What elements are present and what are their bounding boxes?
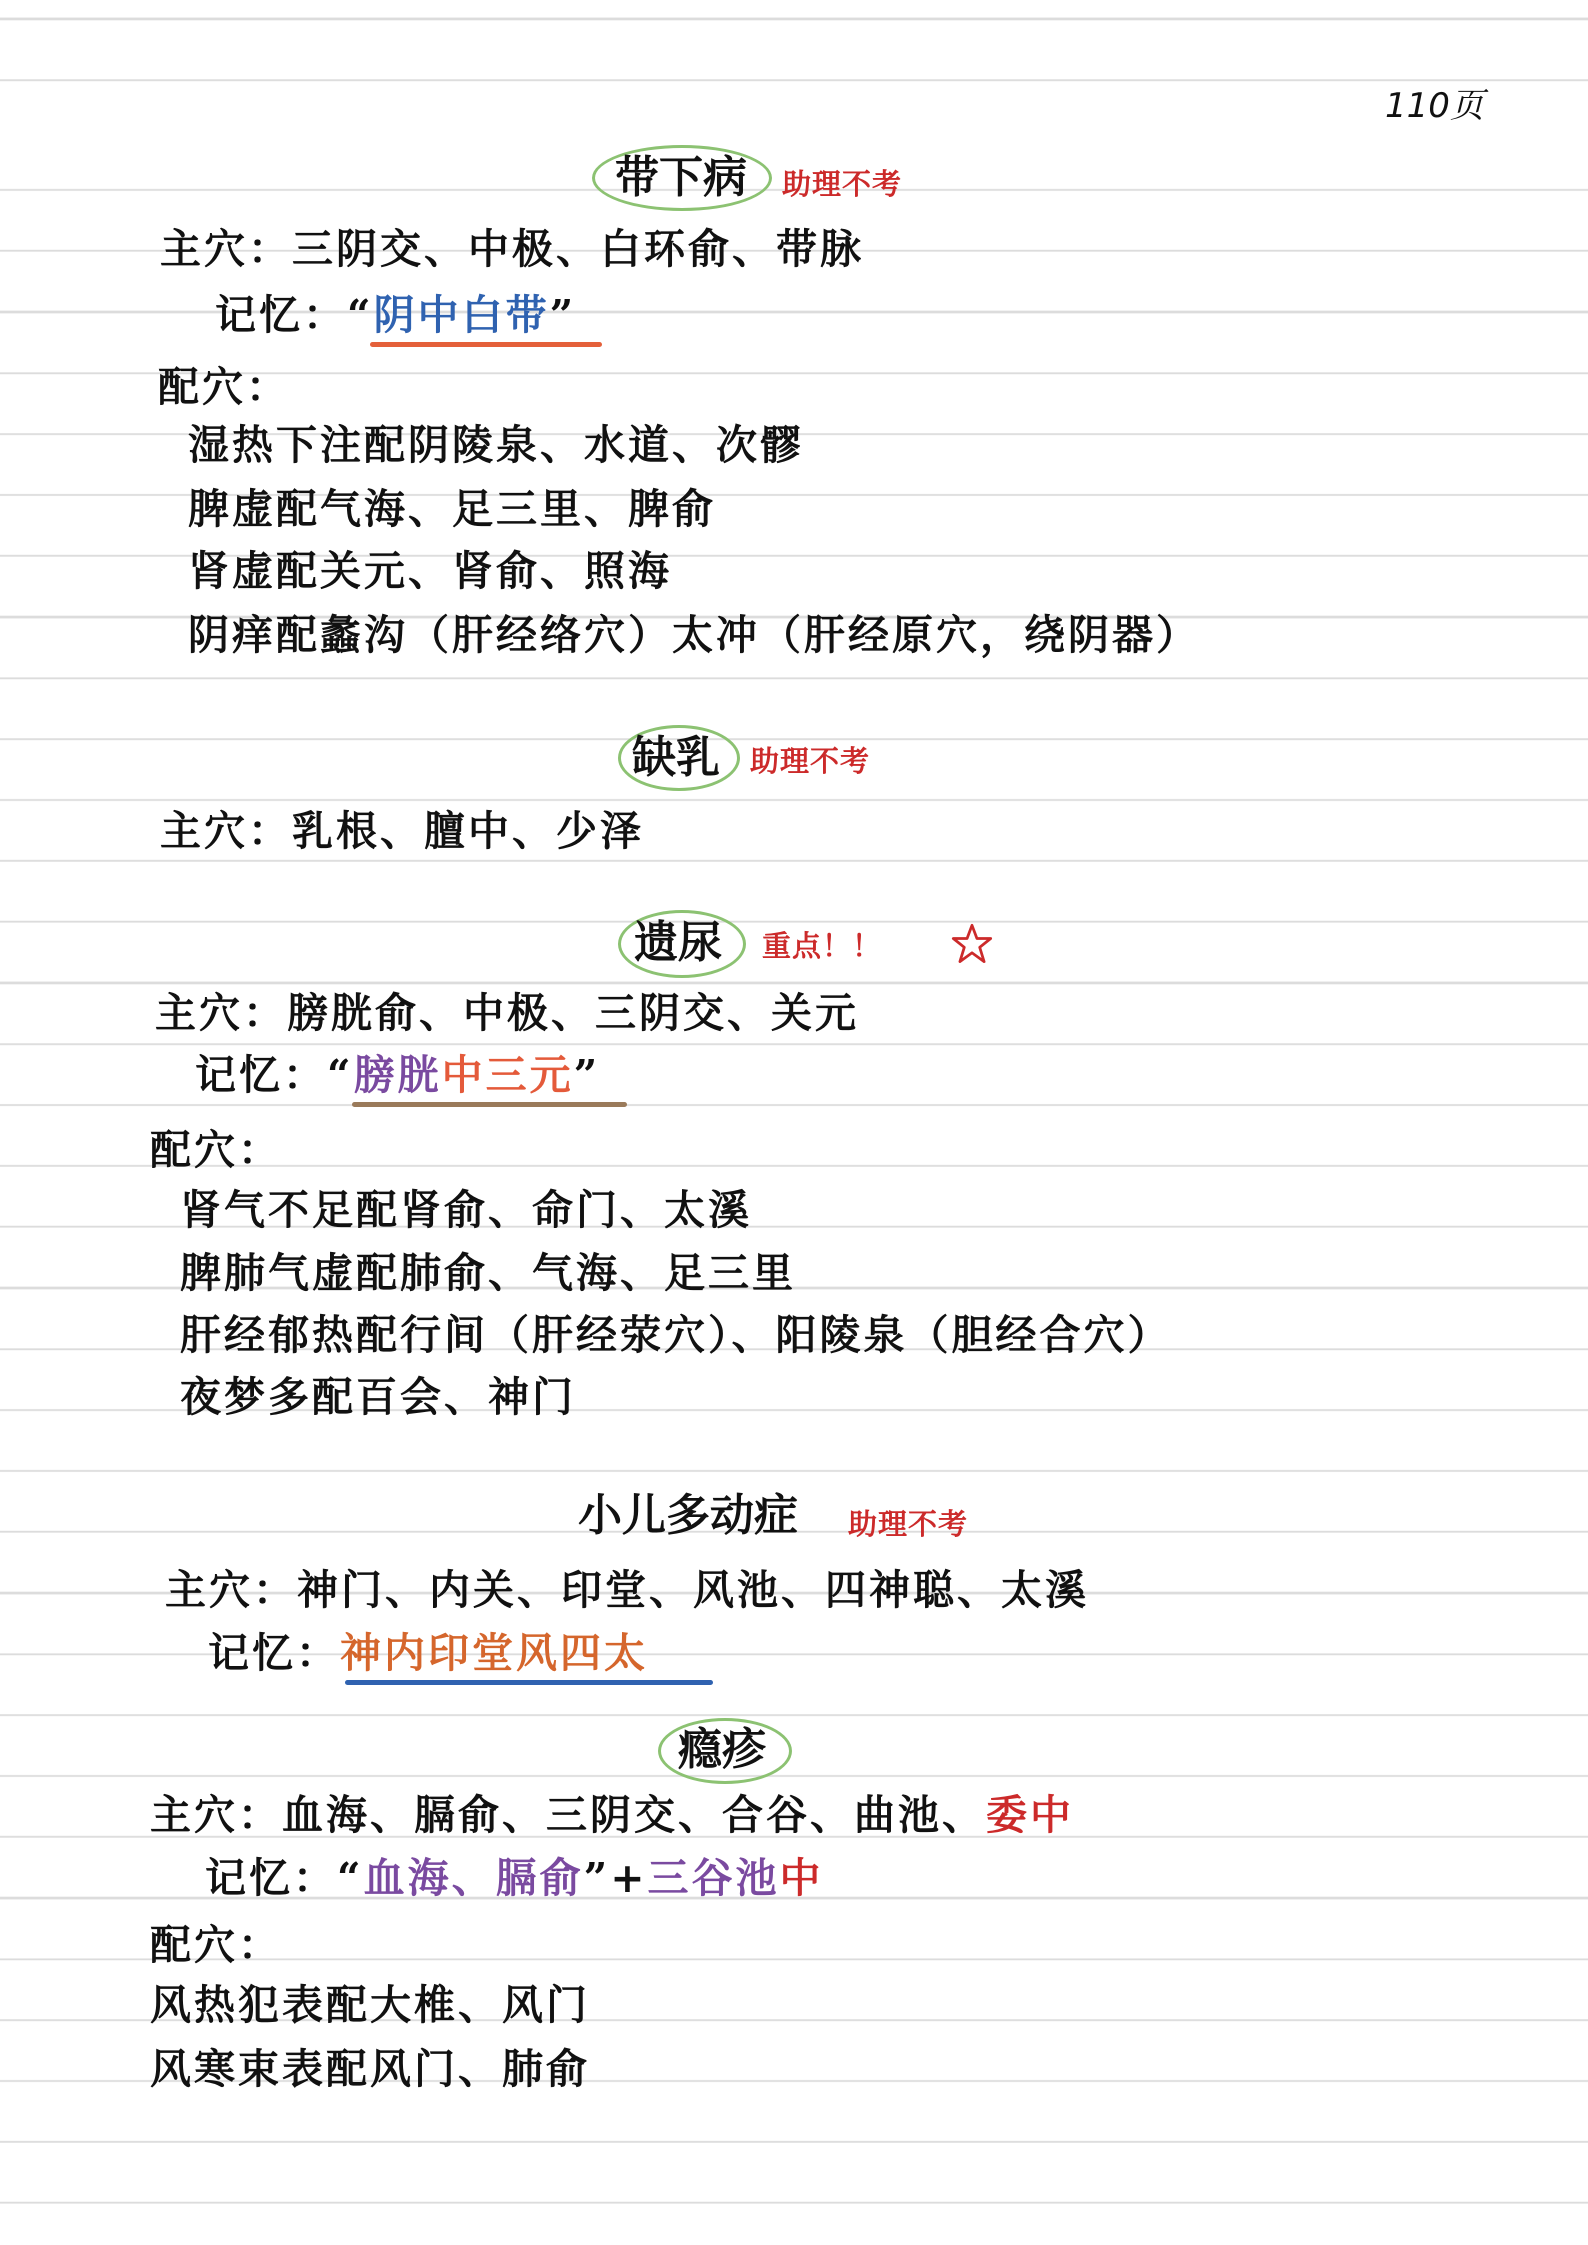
pei-item-yiniao-1: 脾肺气虚配肺俞、气海、足三里 (180, 1249, 796, 1297)
underline-daixia (370, 342, 602, 347)
section-title-yinzhen: 瘾疹 (678, 1724, 766, 1775)
pei-item-yiniao-2: 肝经郁热配行间（肝经荥穴）、阳陵泉（胆经合穴） (180, 1311, 1172, 1359)
memory-mnemonic-b: 三谷池 (647, 1854, 780, 1902)
section-title-yiniao: 遗尿 (634, 917, 722, 968)
main-points-daixia: 主穴：三阴交、中极、白环俞、带脉 (160, 225, 864, 273)
note-daixia: 助理不考 (782, 167, 903, 201)
pei-item-daixia-1: 脾虚配气海、足三里、脾俞 (188, 485, 716, 533)
main-points-yiniao: 主穴：膀胱俞、中极、三阴交、关元 (155, 989, 859, 1037)
note-xiaoer: 助理不考 (848, 1507, 969, 1541)
main-points-yinzhen: 主穴：血海、膈俞、三阴交、合谷、曲池、委中 (150, 1791, 1074, 1839)
pei-item-yiniao-3: 夜梦多配百会、神门 (180, 1373, 576, 1421)
memory-mnemonic-a: 血海、膈俞 (363, 1854, 584, 1902)
section-title-quru: 缺乳 (632, 732, 720, 783)
underline-xiaoer (345, 1680, 713, 1685)
memory-daixia: 记忆：“阴中白带” (215, 291, 577, 339)
memory-mnemonic-c: 中 (779, 1854, 824, 1902)
underline-yiniao (352, 1102, 627, 1107)
section-title-daixia: 带下病 (615, 152, 747, 203)
pei-item-yiniao-0: 肾气不足配肾俞、命门、太溪 (180, 1186, 752, 1234)
memory-xiaoer (208, 1628, 648, 1679)
memory-yiniao: 记忆：“膀胱中三元” (195, 1051, 601, 1099)
pei-item-yinzhen-0: 风热犯表配大椎、风门 (150, 1981, 590, 2029)
memory-yinzhen: 记忆：“血海、膈俞”+三谷池中 (205, 1854, 824, 1902)
pei-item-yinzhen-1: 风寒束表配风门、肺俞 (150, 2045, 590, 2093)
memory-mnemonic-a: 膀胱 (353, 1051, 442, 1099)
note-quru: 助理不考 (750, 744, 871, 778)
section-title-xiaoer: 小儿多动症 (578, 1490, 798, 1541)
main-point-highlight: 委中 (986, 1791, 1074, 1839)
main-points-quru: 主穴：乳根、膻中、少泽 (160, 807, 644, 855)
star-icon (950, 922, 994, 966)
main-points-xiaoer: 主穴：神门、内关、印堂、风池、四神聪、太溪 (165, 1566, 1089, 1614)
memory-label: 记忆： (208, 1629, 340, 1677)
pei-label-daixia: 配穴： (158, 363, 290, 411)
page-number: 110页 (1385, 86, 1484, 126)
pei-item-daixia-3: 阴痒配蠡沟（肝经络穴）太冲（肝经原穴，绕阴器） (188, 611, 1200, 659)
memory-mnemonic: 阴中白带 (373, 291, 550, 339)
memory-mnemonic-b: 中三元 (441, 1051, 574, 1099)
memory-mnemonic: 神内印堂风四太 (340, 1629, 648, 1677)
pei-item-daixia-0: 湿热下注配阴陵泉、水道、次髎 (188, 421, 804, 469)
memory-label: 记忆： (215, 291, 347, 339)
pei-label-yiniao: 配穴： (150, 1126, 282, 1174)
note-yiniao: 重点！！ (762, 929, 883, 963)
pei-item-daixia-2: 肾虚配关元、肾俞、照海 (188, 547, 672, 595)
pei-label-yinzhen: 配穴： (150, 1921, 282, 1969)
memory-label: 记忆： (195, 1051, 327, 1099)
memory-label: 记忆： (205, 1854, 337, 1902)
